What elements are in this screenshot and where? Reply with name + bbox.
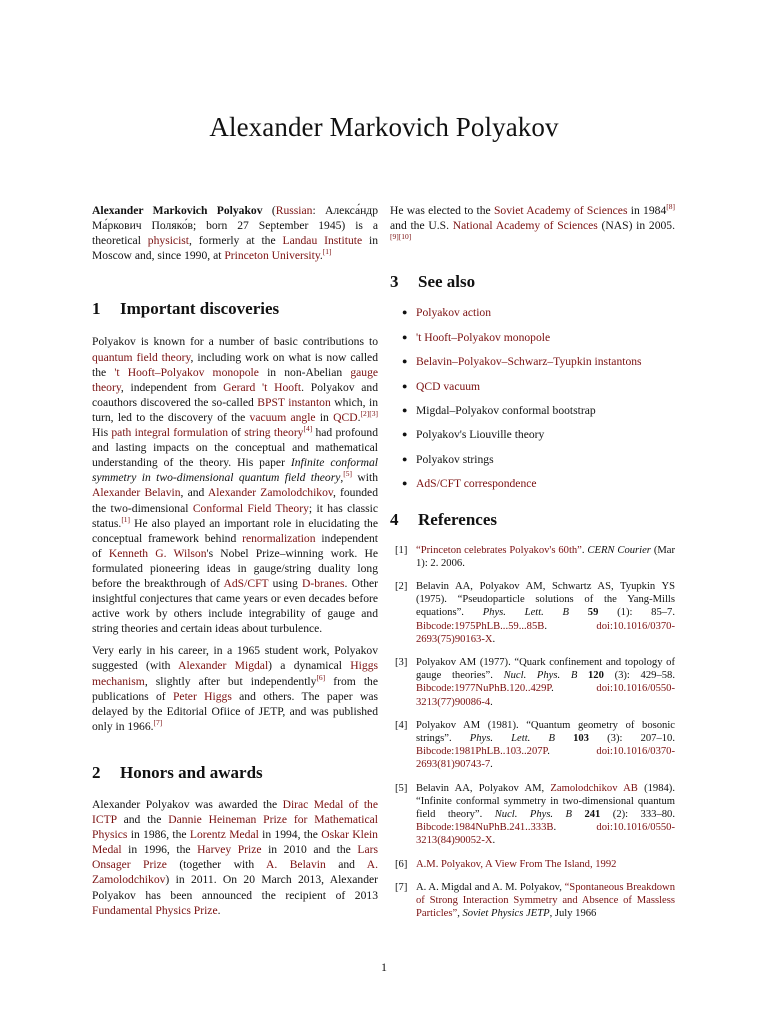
- link-migdal[interactable]: Alexander Migdal: [178, 659, 269, 673]
- link-fundamental-physics-prize[interactable]: Fundamental Physics Prize: [92, 903, 218, 917]
- see-also-item: [390, 379, 675, 403]
- bibcode-link[interactable]: Bibcode:1977NuPhB.120..429P: [416, 683, 552, 695]
- section-heading-references: 4 References: [390, 509, 497, 529]
- bibcode-link[interactable]: Bibcode:1984NuPhB.241..333B: [416, 822, 554, 834]
- reference-item: [2] Belavin AA, Polyakov AM, Schwartz AS, Tyupkin YS (1975). “Pseudoparticle solutions of the Yang-Mills equations”. Phys. Lett. B 59 (1): 85–7. Bibcode:1975PhLB...59...85B. doi:10.1016/0370-2693(75)90163-X.: [395, 581, 675, 645]
- discoveries-paragraph-2: Very early in his career, in a 1965 student work, Polyakov suggested (with Alexander Migdal) a dynamical Higgs mechanism, slightly after but independently[6] from the publications of Peter Higgs and others. The paper was delayed by the Editorial Ofiice of JETP, and was published only in 1966.[7]: [92, 644, 378, 733]
- bullet-icon: ●: [402, 478, 408, 489]
- reference-item: [5] Belavin AA, Polyakov AM, Zamolodchikov AB (1984). “Infinite conformal symmetry in two-dimensional quantum field theory”. Nucl. Phys. B 241 (2): 333–80. Bibcode:1984NuPhB.241..333B. doi:10.1016/0550-3213(84)90052-X.: [395, 782, 675, 847]
- link-landau-institute[interactable]: Landau Institute: [282, 234, 363, 248]
- link-adscft-correspondence[interactable]: AdS/CFT correspondence: [416, 477, 537, 491]
- link-lorentz-medal[interactable]: Lorentz Medal: [189, 828, 259, 842]
- link-polyakov-action[interactable]: Polyakov action: [416, 306, 492, 320]
- ref-link[interactable]: “Spontaneous Breakdown of Strong Interaction Symmetry and Absence of Massless Particles”: [416, 881, 675, 920]
- link-renormalization[interactable]: renormalization: [242, 531, 316, 545]
- link-adscft[interactable]: AdS/CFT: [223, 576, 269, 590]
- see-also-item: [390, 330, 675, 354]
- section-heading-discoveries: 1 Important discoveries: [92, 299, 280, 319]
- doi-link[interactable]: doi:10.1016/0550-3213(77)90086-4: [416, 683, 675, 708]
- link-higgs-mechanism[interactable]: Higgs mechanism: [92, 659, 378, 688]
- author-link[interactable]: Zamolodchikov AB: [550, 782, 638, 794]
- doi-link[interactable]: doi:10.1016/0550-3213(84)90052-X: [416, 822, 675, 847]
- paper-title: Infinite conformal symmetry in two-dimensional quantum field theory: [92, 456, 378, 485]
- see-also-item: [390, 354, 675, 378]
- bibcode-link[interactable]: Bibcode:1981PhLB..103..207P: [416, 746, 548, 758]
- cite-7[interactable]: [7]: [153, 717, 163, 727]
- link-peter-higgs[interactable]: Peter Higgs: [172, 689, 232, 703]
- liouville-theory: Polyakov's Liouville theory: [416, 428, 545, 442]
- reference-item: [1] “Princeton celebrates Polyakov's 60th”. CERN Courier (Mar 1): 2. 2006.: [395, 544, 675, 569]
- link-string-theory[interactable]: string theory: [244, 426, 304, 440]
- cite-6[interactable]: [6]: [316, 672, 326, 682]
- link-dirac-medal[interactable]: Dirac Medal of the ICTP: [92, 798, 378, 827]
- link-qcd[interactable]: QCD: [333, 410, 358, 424]
- bibcode-link[interactable]: Bibcode:1975PhLB...59...85B: [416, 620, 545, 632]
- see-also-list: [390, 305, 675, 500]
- reference-item: [3] Polyakov AM (1977). “Quark confinement and topology of gauge theories”. Nucl. Phys. B 120 (3): 429–58. Bibcode:1977NuPhB.120..429P. doi:10.1016/0550-3213(77)90086-4.: [395, 657, 675, 708]
- link-russian[interactable]: Russian: [275, 204, 313, 217]
- link-physicist[interactable]: physicist: [147, 234, 190, 248]
- link-bpst-instantons[interactable]: Belavin–Polyakov–Schwarz–Tyupkin instantons: [416, 355, 642, 369]
- polyakov-strings: Polyakov strings: [416, 452, 494, 466]
- cite-9-10[interactable]: [9][10]: [390, 232, 412, 242]
- link-harvey-prize[interactable]: Harvey Prize: [197, 843, 262, 857]
- section-heading-honors: 2 Honors and awards: [92, 762, 263, 782]
- link-thooft[interactable]: Gerard 't Hooft: [223, 380, 302, 394]
- right-column: [390, 203, 675, 930]
- link-dbranes[interactable]: D-branes: [301, 576, 345, 590]
- link-princeton[interactable]: Princeton University: [224, 249, 320, 263]
- link-a-belavin[interactable]: A. Belavin: [266, 858, 326, 872]
- cite-1[interactable]: [1]: [322, 247, 332, 257]
- link-bpst[interactable]: BPST instanton: [257, 395, 331, 409]
- page-number: 1: [381, 960, 387, 974]
- link-cft[interactable]: Conformal Field Theory: [192, 501, 309, 515]
- discoveries-paragraph-1: Polyakov is known for a number of basic contributions to quantum field theory, including work on what is now called the 't Hooft–Polyakov monopole in non-Abelian gauge theory, independent from Gerard 't Hooft. Polyakov and coauthors discovered the so-called BPST instanton which, in turn, led to the discovery of the vacuum angle in QCD.[2][3] His path integral formulation of string theory[4] had profound and lasting impacts on the conceptual and mathematical understanding of the theory. His paper Infinite conformal symmetry in two-dimensional quantum field theory,[5] with Alexander Belavin, and Alexander Zamolodchikov, founded the two-dimensional Conformal Field Theory; it has classic status.[1] He also played an important role in elucidating the conceptual framework behind renormalization independent of Kenneth G. Wilson's Nobel Prize–winning work. He formulated pioneering ideas in gauge/string duality long before the breakthrough of AdS/CFT using D-branes. Other insightful conjectures that came years or even decades before active work by others include integrability of gauge and string theories and certain ideas about turbulence.: [92, 335, 379, 636]
- link-nas[interactable]: National Academy of Sciences: [452, 219, 598, 233]
- bullet-icon: ●: [402, 380, 408, 391]
- link-soviet-academy[interactable]: Soviet Academy of Sciences: [493, 204, 628, 217]
- ref-link[interactable]: “Princeton celebrates Polyakov's 60th”: [416, 544, 582, 556]
- bullet-icon: ●: [402, 429, 408, 440]
- subject-name: Alexander Markovich Polyakov: [92, 204, 263, 217]
- intro-paragraph: Alexander Markovich Polyakov (Russian: Алекса́ндр Ма́ркович Поляко́в; born 27 September 1945) is a theoretical physicist, formerly at the Landau Institute in Moscow and, since 1990, at Princeton University.[1]: [92, 204, 378, 263]
- link-klein-medal[interactable]: Oskar Klein Medal: [92, 828, 378, 857]
- link-zamolodchikov[interactable]: Alexander Zamolodchikov: [207, 486, 333, 500]
- cite-1b[interactable]: [1]: [121, 514, 131, 524]
- see-also-item: [390, 305, 675, 329]
- cite-2-3[interactable]: [2][3]: [360, 409, 378, 419]
- link-path-integral[interactable]: path integral formulation: [111, 426, 228, 440]
- election-paragraph: He was elected to the Soviet Academy of Sciences in 1984[8] and the U.S. National Academy of Sciences (NAS) in 2005.[9][10]: [390, 202, 676, 242]
- link-monopole[interactable]: 't Hooft–Polyakov monopole: [114, 365, 259, 379]
- link-thooft-polyakov-monopole[interactable]: 't Hooft–Polyakov monopole: [416, 330, 551, 344]
- bullet-icon: ●: [402, 404, 408, 415]
- reference-item: [4] Polyakov AM (1981). “Quantum geometry of bosonic strings”. Phys. Lett. B 103 (3): 207–10. Bibcode:1981PhLB..103..207P. doi:10.1016/0370-2693(81)90743-7.: [395, 719, 675, 771]
- link-gauge-theory[interactable]: gauge theory: [92, 365, 379, 394]
- references-list: [390, 544, 675, 921]
- reference-item: [6] A.M. Polyakov, A View From The Island, 1992: [395, 858, 617, 870]
- doi-link[interactable]: doi:10.1016/0370-2693(75)90163-X: [416, 620, 675, 645]
- bullet-icon: ●: [402, 453, 408, 464]
- link-vacuum-angle[interactable]: vacuum angle: [249, 410, 316, 424]
- doi-link[interactable]: doi:10.1016/0370-2693(81)90743-7: [416, 746, 675, 771]
- left-column: [92, 203, 378, 925]
- cite-4[interactable]: [4]: [303, 424, 313, 434]
- bullet-icon: ●: [402, 331, 408, 342]
- cite-5[interactable]: [5]: [343, 469, 353, 479]
- bullet-icon: ●: [402, 356, 408, 367]
- section-heading-see-also: 3 See also: [390, 272, 476, 292]
- see-also-item: [390, 452, 675, 476]
- see-also-item: [390, 403, 675, 427]
- link-wilson[interactable]: Kenneth G. Wilson: [108, 546, 207, 560]
- page-title: Alexander Markovich Polyakov: [209, 112, 559, 142]
- link-heineman-prize[interactable]: Dannie Heineman Prize for Mathematical Physics: [92, 813, 378, 842]
- link-qcd-vacuum[interactable]: QCD vacuum: [416, 379, 481, 393]
- cite-8[interactable]: [8]: [666, 202, 675, 212]
- reference-item: [7] A. A. Migdal and A. M. Polyakov, “Spontaneous Breakdown of Strong Interaction Symmetry and Absence of Massless Particles”, Soviet Physics JETP, July 1966: [395, 881, 675, 920]
- see-also-item: [390, 427, 675, 451]
- link-a-zamolodchikov[interactable]: A. Zamolodchikov: [92, 858, 379, 887]
- bullet-icon: ●: [402, 307, 408, 318]
- see-also-item: [390, 476, 675, 500]
- honors-paragraph: Alexander Polyakov was awarded the Dirac Medal of the ICTP and the Dannie Heineman Prize for Mathematical Physics in 1986, the Lorentz Medal in 1994, the Oskar Klein Medal in 1996, the Harvey Prize in 2010 and the Lars Onsager Prize (together with A. Belavin and A. Zamolodchikov) in 2011. On 20 March 2013, Alexander Polyakov has been announced the recipient of 2013 Fundamental Physics Prize.: [92, 798, 379, 917]
- link-belavin[interactable]: Alexander Belavin: [92, 486, 181, 500]
- link-onsager-prize[interactable]: Lars Onsager Prize: [92, 843, 378, 872]
- ref-link[interactable]: A.M. Polyakov, A View From The Island, 1992: [416, 858, 617, 870]
- migdal-polyakov-bootstrap: Migdal–Polyakov conformal bootstrap: [416, 403, 596, 417]
- link-qft[interactable]: quantum field theory: [92, 350, 191, 364]
